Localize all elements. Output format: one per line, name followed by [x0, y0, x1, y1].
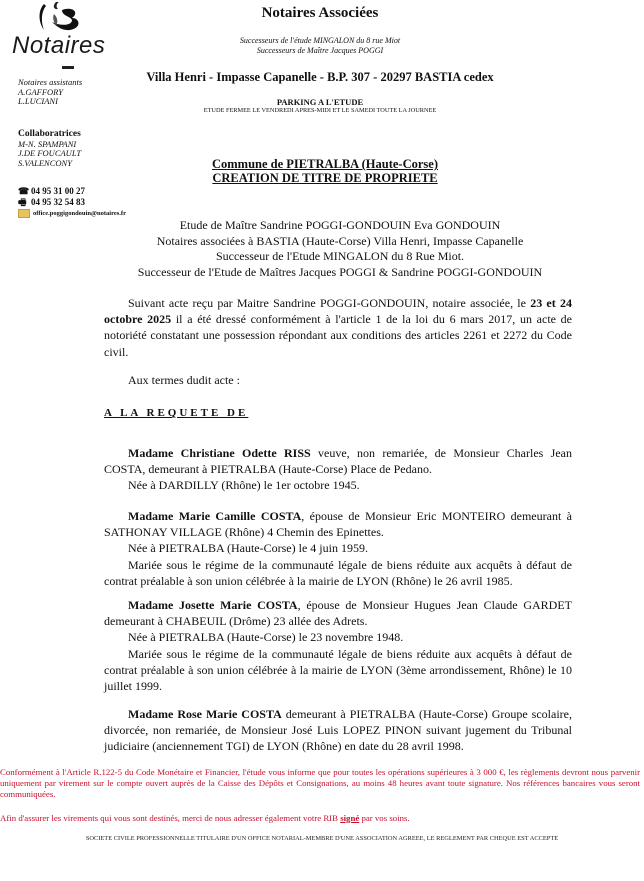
logo-text: Notaires [12, 32, 106, 59]
party-desc: veuve, non remariée, de Monsieur Charles Jean COSTA, demeurant à PIETRALBA (Haute-Corse) Place de Pedano. [104, 446, 572, 477]
intro-text: il a été dressé conformément à l'article 1 de la loi du 6 mars 2017, un acte de notoriété constatant une possession répondant aux conditions des articles 2261 et 2272 du Code civil. [104, 312, 573, 359]
party-entry [104, 706, 572, 755]
party-name: Madame Rose Marie COSTA [128, 707, 282, 721]
party-entry [104, 508, 572, 589]
assistant-name: A.GAFFORY [18, 86, 63, 97]
party-entry [104, 445, 572, 494]
fax-number: 04 95 32 54 83 [31, 196, 85, 207]
parking-notice: PARKING A L'ETUDE [276, 97, 364, 107]
rib-text: par vos soins. [359, 813, 410, 823]
assistant-name: L.LUCIANI [18, 96, 58, 106]
logo-divider [62, 66, 74, 69]
envelope-icon [18, 209, 30, 218]
collaboratrice-name: S.VALENCONY [18, 157, 72, 168]
aux-termes-text: Aux termes dudit acte : [128, 373, 240, 387]
party-name: Madame Christiane Odette RISS [128, 446, 311, 460]
contact-block [18, 186, 126, 219]
phone-row [18, 186, 126, 197]
assistants-label: Notaires assistants [18, 77, 83, 87]
party-birth: Née à DARDILLY (Rhône) le 1er octobre 1945. [128, 478, 360, 493]
act-title: CREATION DE TITRE DE PROPRIETE [212, 171, 438, 185]
payment-notice: Conformément à l'Article R.122-5 du Code Monétaire et Financier, l'étude vous informe que pour toutes les opérations supérieures à 3 000 €, les règlements devront nous parvenir uniquement par virement sur le compte ouvert auprès de la Caisse des Dépôts et Consignations, au moins 48 heures avant toute signature. Nos références bancaires vous seront communiquées. [0, 767, 640, 800]
firm-address: Villa Henri - Impasse Capanelle - B.P. 307 - 20297 BASTIA cedex [146, 70, 494, 84]
intro-paragraph [104, 295, 572, 360]
fax-icon: 🖷 [18, 196, 27, 207]
collaboratrice-name: J.DE FOUCAULT [18, 148, 82, 158]
etude-block [80, 218, 600, 280]
collaboratrices-block [18, 130, 81, 168]
etude-line: Successeur de l'Etude MINGALON du 8 Rue Miot. [215, 249, 465, 263]
fax-row [18, 197, 126, 208]
party-name: Madame Josette Marie COSTA [128, 598, 298, 612]
firm-title: Notaires Associées [261, 5, 379, 21]
party-birth: Née à PIETRALBA (Haute-Corse) le 4 juin 1959. [128, 541, 368, 556]
etude-line: Successeur de l'Etude de Maîtres Jacques POGGI & Sandrine POGGI-GONDOUIN [137, 264, 543, 279]
document-title [190, 157, 460, 185]
commune-title: Commune de PIETRALBA (Haute-Corse) [211, 157, 439, 171]
legal-footer: SOCIETE CIVILE PROFESSIONNELLE TITULAIRE D'UN OFFICE NOTARIAL-MEMBRE D'UNE ASSOCIATION AGREEE, LE REGLEMENT PAR CHEQUE EST ACCEPTE [85, 835, 559, 842]
collaboratrices-label: Collaboratrices [18, 129, 81, 139]
notaires-logo [10, 0, 120, 72]
assistants-block [18, 78, 82, 107]
party-desc: , épouse de Monsieur Eric MONTEIRO demeurant à SATHONAY VILLAGE (Rhône) 4 Chemin des Epinettes. [104, 509, 572, 540]
party-desc: , épouse de Monsieur Hugues Jean Claude GARDET demeurant à CHABEUIL (Drôme) 23 allée des Adrets. [104, 598, 573, 629]
requete-heading: A LA REQUETE DE [104, 407, 249, 419]
rib-notice [0, 813, 640, 823]
notaires-logo-icon [32, 0, 92, 34]
rib-signed: signé [340, 813, 360, 823]
party-marriage: Mariée sous le régime de la communauté légale de biens réduite aux acquêts à défaut de contrat préalable à son union célébrée à la mairie de LYON (Rhône) le 26 avril 1985. [104, 557, 572, 588]
collaboratrice-name: M-N. SPAMPANI [18, 138, 77, 149]
closing-hours: ETUDE FERMEE LE VENDREDI APRES-MIDI ET LE SAMEDI TOUTE LA JOURNEE [203, 107, 437, 114]
party-birth: Née à PIETRALBA (Haute-Corse) le 23 novembre 1948. [128, 630, 404, 645]
phone-number: 04 95 31 00 27 [31, 185, 85, 196]
intro-text: Suivant acte reçu par Maitre Sandrine POGGI-GONDOUIN, notaire associée, le [128, 296, 531, 310]
firm-successors [130, 36, 510, 56]
aux-termes [104, 372, 572, 388]
successor-line: Successeurs de l'étude MINGALON du 8 rue Miot [239, 36, 401, 45]
rib-text: Afin d'assurer les virements qui vous sont destinés, merci de nous adresser également votre RIB [0, 813, 341, 823]
etude-line: Notaires associées à BASTIA (Haute-Corse) Villa Henri, Impasse Capanelle [156, 233, 524, 248]
successor-line: Successeurs de Maître Jacques POGGI [256, 46, 384, 55]
party-entry [104, 597, 572, 694]
phone-icon: ☎ [18, 185, 30, 196]
party-name: Madame Marie Camille COSTA [128, 509, 302, 523]
party-marriage: Mariée sous le régime de la communauté légale de biens réduite aux acquêts à défaut de contrat préalable à son union célébrée à la mairie de LYON (3ème arrondissement, Rhône) le 10 juillet 1999. [104, 646, 572, 694]
act-date: 23 et 24 octobre 2025 [104, 296, 572, 327]
etude-line: Etude de Maître Sandrine POGGI-GONDOUIN Eva GONDOUIN [179, 218, 501, 232]
party-desc: demeurant à PIETRALBA (Haute-Corse) Groupe scolaire, divorcée, non remariée, de Monsieur José Luis LOPEZ PINON suivant jugement du Tribunal judiciaire (anciennement TGI) de LYON (Rhône) en date du 28 avril 1998. [104, 707, 572, 754]
email-address[interactable]: office.poggigondouin@notaires.fr [33, 209, 126, 217]
